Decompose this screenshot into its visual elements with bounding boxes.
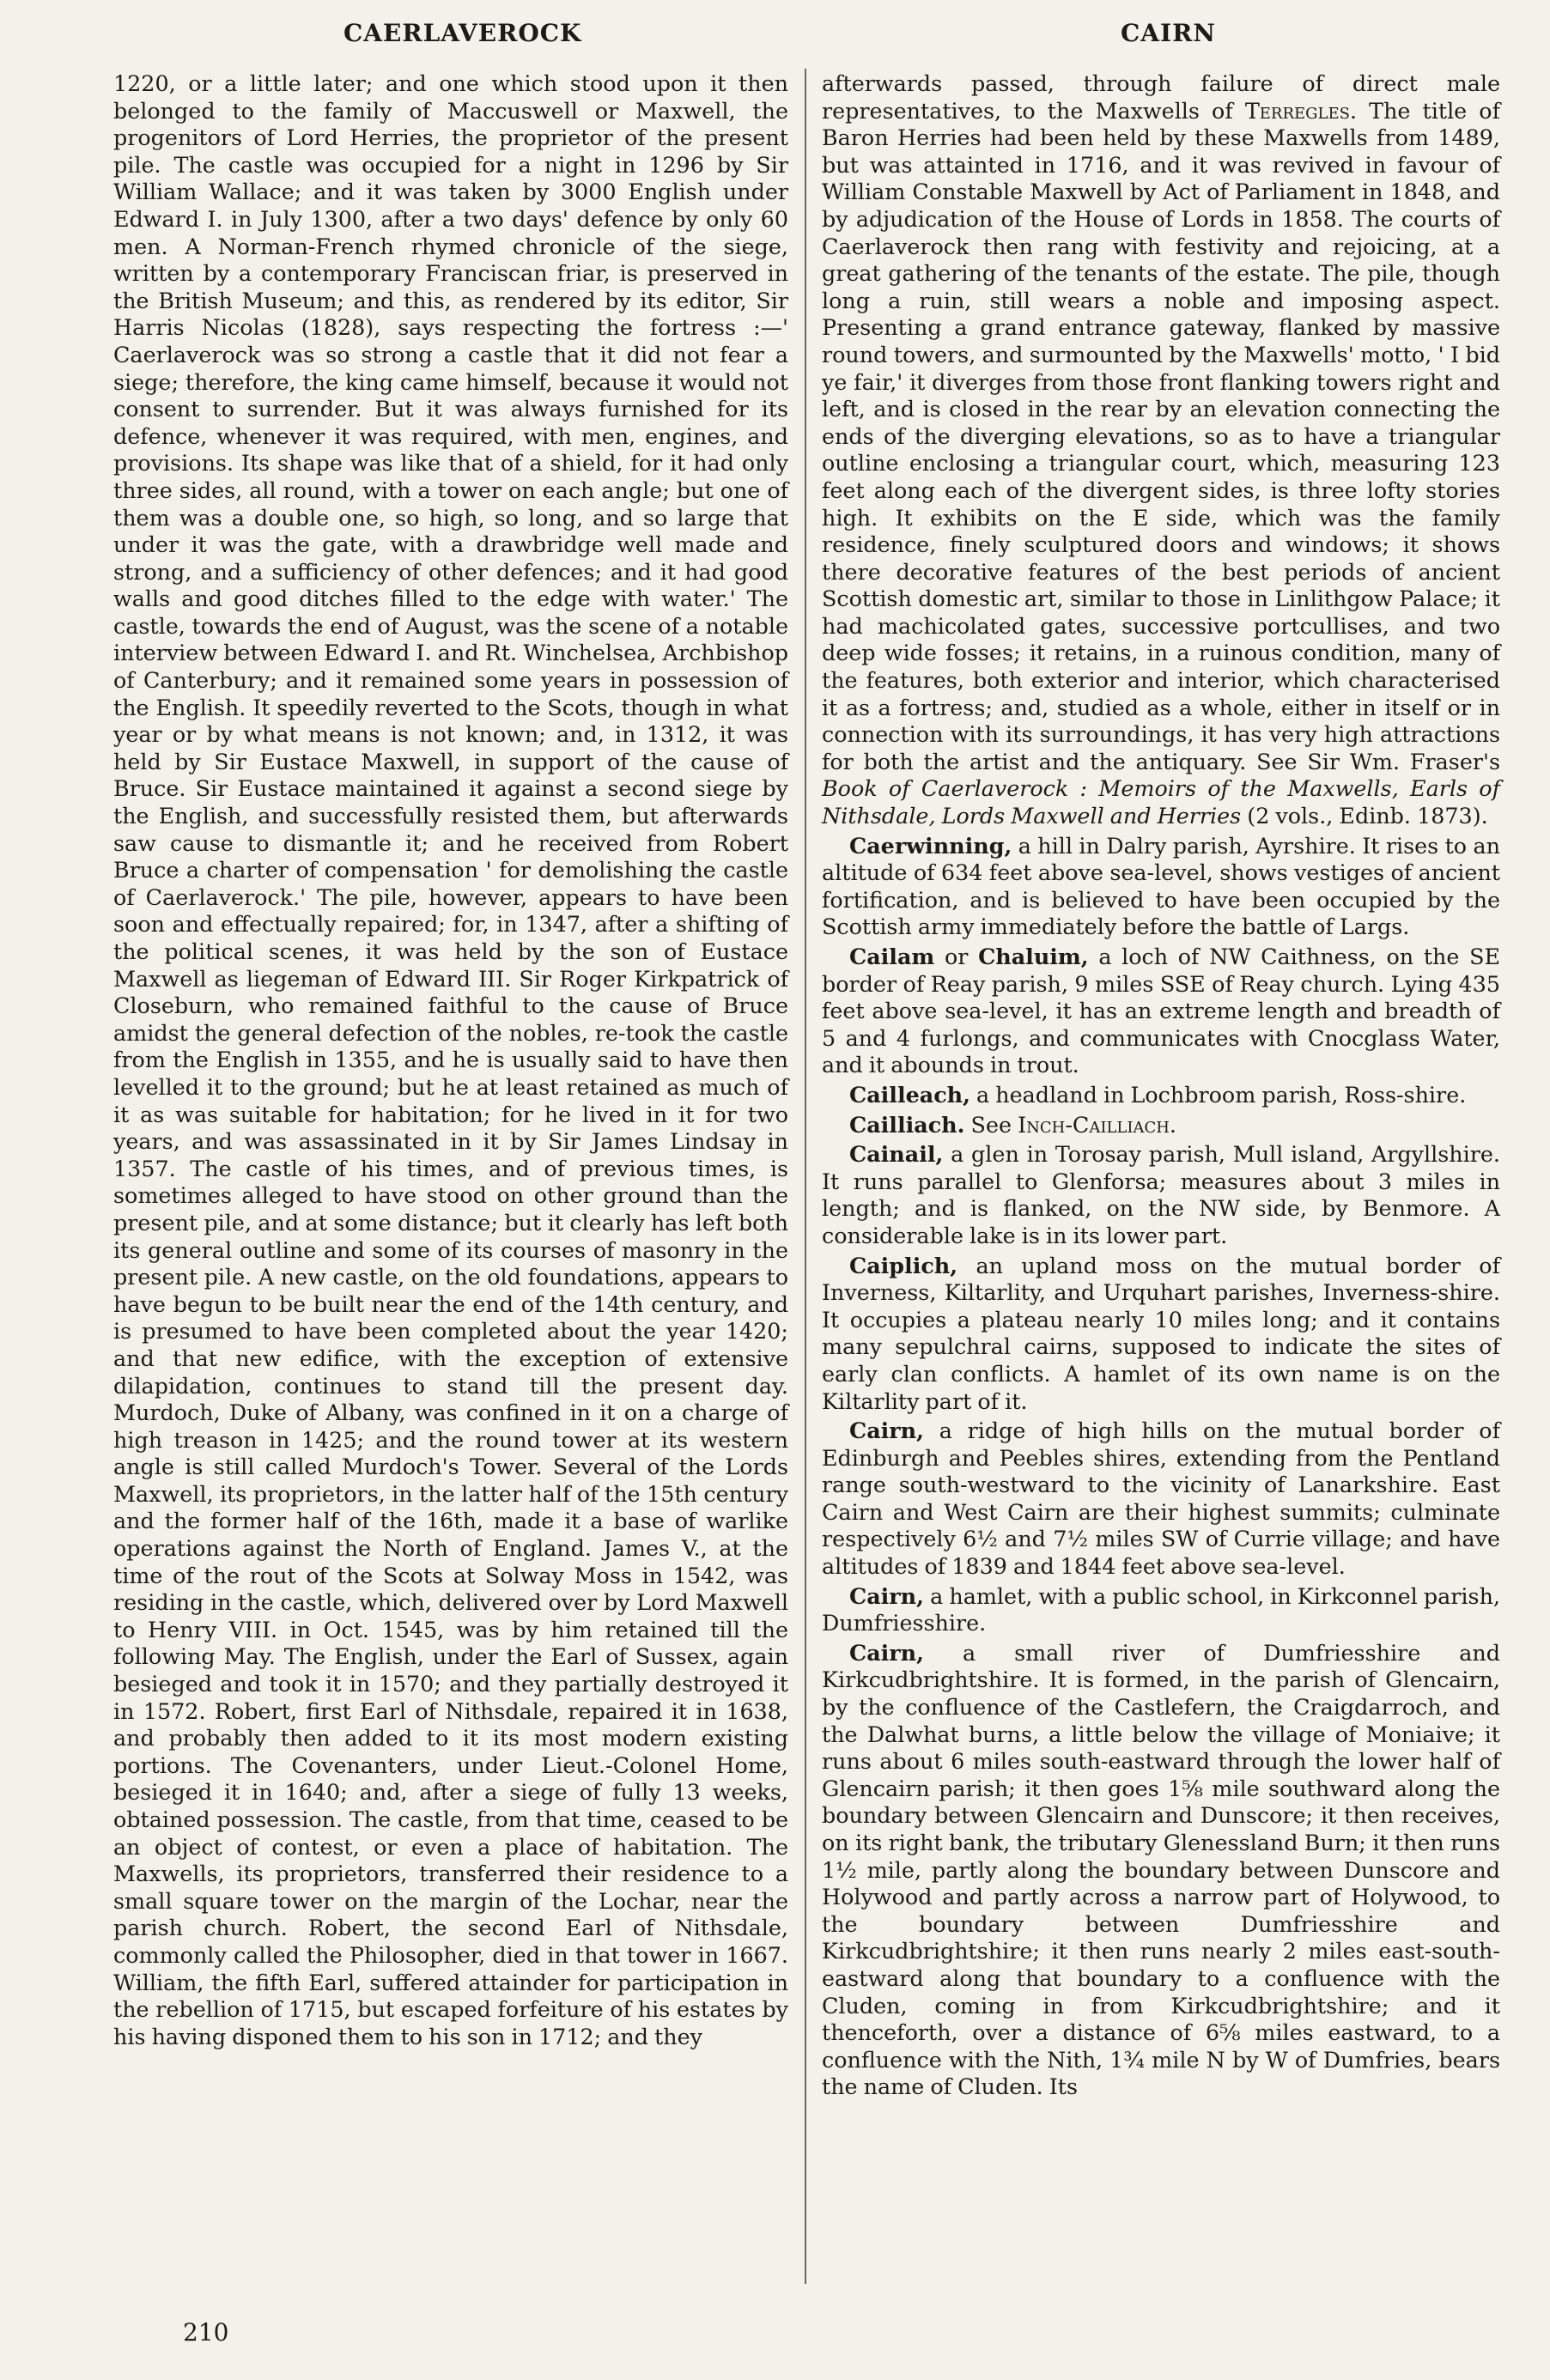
entry-headword: Cailliach. bbox=[849, 1111, 965, 1138]
entry-cailleach bbox=[822, 1082, 1500, 1109]
left-column-text: 1220, or a little later; and one which stood upon it then belonged to the family of Maccuswell or Maxwell, the progenitors of Lord Herries, the proprietor of the present pile. The castle was occupied for a night in 1296 by Sir William Wallace; and it was taken by 3000 English under Edward I. in July 1300, after a two days' defence by only 60 men. A Norman-French rhymed chronicle of the siege, written by a contemporary Franciscan friar, is preserved in the British Museum; and this, as rendered by its editor, Sir Harris Nicolas (1828), says respecting the fortress :—' Caerlaverock was so strong a castle that it did not fear a siege; therefore, the king came himself, because it would not consent to surrender. But it was always furnished for its defence, whenever it was required, with men, engines, and provisions. Its shape was like that of a shield, for it had only three sides, all round, with a tower on each angle; but one of them was a double one, so high, so long, and so large that under it was the gate, with a drawbridge well made and strong, and a sufficiency of other defences; and it had good walls and good ditches filled to the edge with water.' The castle, towards the end of August, was the scene of a notable interview between Edward I. and Rt. Winchelsea, Archbishop of Canterbury; and it remained some years in possession of the English. It speedily reverted to the Scots, though in what year or by what means is not known; and, in 1312, it was held by Sir Eustace Maxwell, in support of the cause of Bruce. Sir Eustace maintained it against a second siege by the English, and successfully resisted them, but afterwards saw cause to dismantle it; and he received from Robert Bruce a charter of compensation ' for demolishing the castle of Caerlaverock.' The pile, however, appears to have been soon and effectually repaired; for, in 1347, after a shifting of the political scenes, it was held by the son of Eustace Maxwell as liegeman of Edward III. Sir Roger Kirkpatrick of Closeburn, who remained faithful to the cause of Bruce amidst the general defection of the nobles, re-took the castle from the English in 1355, and he is usually said to have then levelled it to the ground; but he at least retained as much of it as was suitable for habitation; for he lived in it for two years, and was assassinated in it by Sir James Lindsay in 1357. The castle of his times, and of previous times, is sometimes alleged to have stood on other ground than the present pile, and at some distance; but it clearly has left both its general outline and some of its courses of masonry in the present pile. A new castle, on the old foundations, appears to have begun to be built near the end of the 14th century, and is presumed to have been completed about the year 1420; and that new edifice, with the exception of extensive dilapidation, continues to stand till the present day. Murdoch, Duke of Albany, was confined in it on a charge of high treason in 1425; and the round tower at its western angle is still called Murdoch's Tower. Several of the Lords Maxwell, its proprietors, in the latter half of the 15th century and the former half of the 16th, made it a base of warlike operations against the North of England. James V., at the time of the rout of the Scots at Solway Moss in 1542, was residing in the castle, which, delivered over by Lord Maxwell to Henry VIII. in Oct. 1545, was by him retained till the following May. The English, under the Earl of Sussex, again besieged and took it in 1570; and they partially destroyed it in 1572. Robert, first Earl of Nithsdale, repaired it in 1638, and probably then added to it its most modern existing portions. The Covenanters, under Lieut.-Colonel Home, besieged it in 1640; and, after a siege of fully 13 weeks, obtained possession. The castle, from that time, ceased to be an object of contest, or even a place of habitation. The Maxwells, its proprietors, transferred their residence to a small square tower on the margin of the Lochar, near the parish church. Robert, the second Earl of Nithsdale, commonly called the Philosopher, died in that tower in 1667. William, the fifth Earl, suffered attainder for participation in the rebellion of 1715, but escaped forfeiture of his estates by his having disponed them to his son in 1712; and they bbox=[113, 70, 788, 2049]
cross-reference: Terregles bbox=[1244, 97, 1350, 124]
entry-text: an upland moss on the mutual border of Inverness, Kiltarlity, and Urquhart parishes, Inverness-shire. It occupies a plateau nearly 10 miles long; and it contains many sepulchral cairns, supposed to indicate the sites of early clan conflicts. A hamlet of its own name is on the Kiltarlity part of it. bbox=[822, 1252, 1500, 1414]
entry-connector: or bbox=[944, 944, 969, 969]
page-number: 210 bbox=[183, 2318, 229, 2347]
entry-headword: Caerwinning, bbox=[849, 832, 1012, 859]
continued-entry bbox=[822, 70, 1500, 830]
entry-headword: Cailam bbox=[849, 944, 935, 969]
entry-headword: Cairn, bbox=[849, 1639, 924, 1666]
entry-headword: Cailleach, bbox=[849, 1081, 970, 1108]
entry-headword: Cairn, bbox=[849, 1582, 924, 1609]
entry-text: a ridge of high hills on the mutual border of Edinburgh and Peebles shires, extending from the Pentland range south-westward to the vicinity of Lanarkshire. East Cairn and West Cairn are their highest summits; culminate respectively 6½ and 7½ miles SW of Currie village; and have altitudes of 1839 and 1844 feet above sea-level. bbox=[822, 1418, 1500, 1580]
entry-headword: Cairn, bbox=[849, 1418, 924, 1444]
column-divider bbox=[805, 69, 806, 2284]
continued-text-c: (2 vols., Edinb. 1873). bbox=[1247, 803, 1488, 829]
continued-text-a: afterwards passed, through failure of direct male representatives, to the Maxwells of bbox=[822, 70, 1500, 124]
entry-caerwinning bbox=[822, 833, 1500, 941]
entry-headword: Caiplich, bbox=[849, 1252, 958, 1278]
entry-text: a hamlet, with a public school, in Kirkconnel parish, Dumfriesshire. bbox=[822, 1582, 1500, 1636]
entry-text: a hill in Dalry parish, Ayrshire. It rises to an altitude of 634 feet above sea-level, shows vestiges of ancient fortification, and is believed to have been occupied by the Scottish army immediately before the battle of Largs. bbox=[822, 832, 1500, 940]
entry-cairn-river bbox=[822, 1640, 1500, 2101]
header-left: CAERLAVEROCK bbox=[343, 19, 582, 47]
continued-text-b: . The title of Baron Herries had been held by these Maxwells from 1489, but was attainted in 1716, and it was revived in favour of William Constable Maxwell by Act of Parliament in 1848, and by adjudication of the House of Lords in 1858. The courts of Caerlaverock then rang with festivity and rejoicing, at a great gathering of the tenants of the estate. The pile, though long a ruin, still wears a noble and imposing aspect. Presenting a grand entrance gateway, flanked by massive round towers, and surmounted by the Maxwells' motto, ' I bid ye fair,' it diverges from those front flanking towers right and left, and is closed in the rear by an elevation connecting the ends of the diverging elevations, so as to have a triangular outline enclosing a triangular court, which, measuring 123 feet along each of the divergent sides, is three lofty stories high. It exhibits on the E side, which was the family residence, finely sculptured doors and windows; it shows there decorative features of the best periods of ancient Scottish domestic art, similar to those in Linlithgow Palace; it had machicolated gates, successive portcullises, and two deep wide fosses; it retains, in a ruinous condition, many of the features, both exterior and interior, which characterised it as a fortress; and, studied as a whole, either in itself or in connection with its surroundings, it has very high attractions for both the artist and the antiquary. See Sir Wm. Fraser's bbox=[822, 97, 1500, 774]
entry-cairn-ridge bbox=[822, 1418, 1500, 1581]
entry-text: a glen in Torosay parish, Mull island, Argyllshire. It runs parallel to Glenforsa; measures about 3 miles in length; and is flanked, on the NW side, by Benmore. A considerable lake is in its lower part. bbox=[822, 1141, 1500, 1248]
entry-text: a small river of Dumfriesshire and Kirkcudbrightshire. It is formed, in the parish of Glencairn, by the confluence of the Castlefern, the Craigdarroch, and the Dalwhat burns, a little below the village of Moniaive; it runs about 6 miles south-eastward through the lower half of Glencairn parish; it then goes 1⅝ mile southward along the boundary between Glencairn and Dunscore; it then receives, on its right bank, the tributary Glenessland Burn; it then runs 1½ mile, partly along the boundary between Dunscore and Holywood and partly across a narrow part of Holywood, to the boundary between Dumfriesshire and Kirkcudbrightshire; it then runs nearly 2 miles east-south-eastward along that boundary to a confluence with the Cluden, coming in from Kirkcudbrightshire; and it thenceforth, over a distance of 6⅝ miles eastward, to a confluence with the Nith, 1¾ mile N by W of Dumfries, bears the name of Cluden. Its bbox=[822, 1639, 1500, 2100]
entry-cailam bbox=[822, 944, 1500, 1079]
cross-reference: Inch-Cailliach. bbox=[1018, 1111, 1176, 1138]
entry-cailliach bbox=[822, 1112, 1500, 1139]
entry-headword-alt: Chaluim, bbox=[978, 944, 1089, 969]
right-column bbox=[822, 70, 1500, 2104]
entry-headword: Cainail, bbox=[849, 1141, 944, 1168]
left-column bbox=[113, 70, 788, 2053]
book-title: Book of Caerlaverock : Memoirs of the Maxwells, Earls of Nithsdale, Lords Maxwell and Herries bbox=[822, 775, 1500, 829]
running-header bbox=[0, 19, 1550, 53]
entry-cainail bbox=[822, 1141, 1500, 1249]
entry-text: a loch of NW Caithness, on the SE border of Reay parish, 9 miles SSE of Reay church. Lying 435 feet above sea-level, it has an extreme length and breadth of 5 and 4 furlongs, and communicates with Cnocglass Water, and it abounds in trout. bbox=[822, 944, 1500, 1078]
entry-text: See bbox=[970, 1111, 1012, 1138]
entry-caiplich bbox=[822, 1253, 1500, 1416]
header-right: CAIRN bbox=[1121, 19, 1216, 47]
entry-cairn-hamlet bbox=[822, 1583, 1500, 1637]
entry-text: a headland in Lochbroom parish, Ross-shire. bbox=[976, 1081, 1467, 1108]
